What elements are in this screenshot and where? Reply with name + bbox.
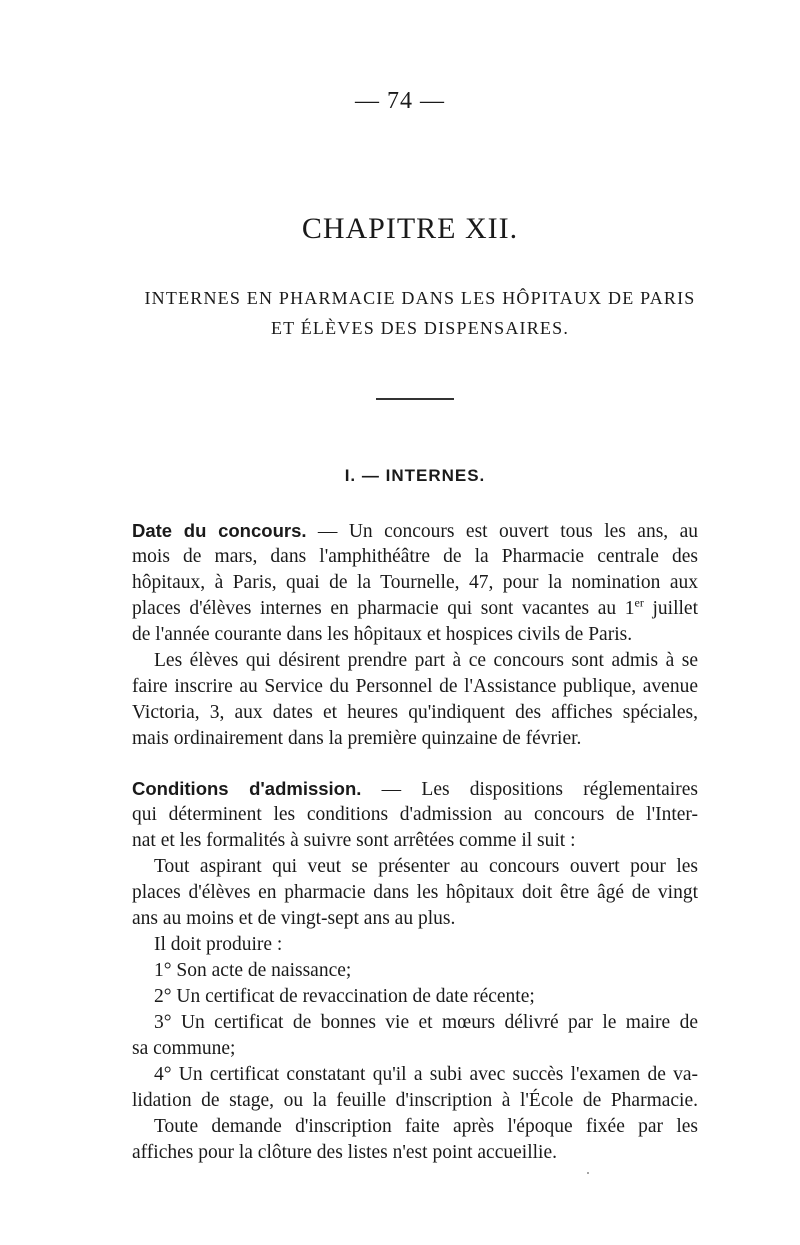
conditions-line-1-text: — Les dispositions réglementaires <box>361 779 698 800</box>
age-paragraph-line: ans au moins et de vingt-sept ans au plus. <box>132 908 456 929</box>
date-paragraph-line: hôpitaux, à Paris, quai de la Tournelle, 47, pour la nomination aux <box>132 572 698 593</box>
closing-paragraph-line: Toute demande d'inscription faite après l'époque fixée par les <box>154 1116 698 1137</box>
section-heading: I. — INTERNES. <box>344 466 486 485</box>
horizontal-rule <box>376 398 454 400</box>
chapter-subtitle-line-2: ET ÉLÈVES DES DISPENSAIRES. <box>270 318 570 338</box>
registration-paragraph-line: Victoria, 3, aux dates et heures qu'indiquent des affiches spéciales, <box>132 702 698 723</box>
age-paragraph-line: places d'élèves en pharmacie dans les hôpitaux doit être âgé de vingt <box>132 882 698 903</box>
date-paragraph-line <box>132 518 698 545</box>
conditions-paragraph-line <box>132 776 698 803</box>
list-item-1: 1° Son acte de naissance; <box>154 960 352 981</box>
registration-paragraph-line: faire inscrire au Service du Personnel de l'Assistance publique, avenue <box>132 676 698 697</box>
list-item-4: 4° Un certificat constatant qu'il a subi avec succès l'examen de va- <box>154 1064 698 1085</box>
page-number: — 74 — <box>355 88 445 114</box>
list-item-3: 3° Un certificat de bonnes vie et mœurs délivré par le maire de <box>154 1012 698 1033</box>
date-paragraph-line: mois de mars, dans l'amphithéâtre de la Pharmacie centrale des <box>132 546 698 567</box>
registration-paragraph-line: mais ordinairement dans la première quinzaine de février. <box>132 728 582 749</box>
superscript-er: er <box>634 595 644 610</box>
date-line-4-text: places d'élèves internes en pharmacie qui sont vacantes au 1 <box>132 598 635 619</box>
produce-intro-line: Il doit produire : <box>154 934 283 955</box>
list-item-4-continuation: lidation de stage, ou la feuille d'inscription à l'École de Pharmacie. <box>132 1090 698 1111</box>
chapter-subtitle-line-1: INTERNES EN PHARMACIE DANS LES HÔPITAUX DE PARIS <box>144 288 696 308</box>
age-paragraph-line: Tout aspirant qui veut se présenter au concours ouvert pour les <box>154 856 698 877</box>
date-lead-heading: Date du concours. <box>132 520 307 541</box>
date-paragraph-line <box>132 596 698 622</box>
conditions-paragraph-line: qui déterminent les conditions d'admission au concours de l'Inter- <box>132 804 698 825</box>
ink-speck <box>587 1172 589 1174</box>
date-line-1-text: — Un concours est ouvert tous les ans, au <box>306 521 698 542</box>
chapter-title: CHAPITRE XII. <box>301 212 519 245</box>
registration-paragraph-line: Les élèves qui désirent prendre part à ce concours sont admis à se <box>154 650 698 671</box>
closing-paragraph-line: affiches pour la clôture des listes n'est point accueillie. <box>132 1142 557 1163</box>
conditions-paragraph-line: nat et les formalités à suivre sont arrêtées comme il suit : <box>132 830 576 851</box>
list-item-3-continuation: sa commune; <box>132 1038 236 1059</box>
list-item-2: 2° Un certificat de revaccination de date récente; <box>154 986 535 1007</box>
date-paragraph-line: de l'année courante dans les hôpitaux et hospices civils de Paris. <box>132 624 633 645</box>
date-line-4-end: juillet <box>643 598 698 619</box>
conditions-lead-heading: Conditions d'admission. <box>132 778 362 799</box>
